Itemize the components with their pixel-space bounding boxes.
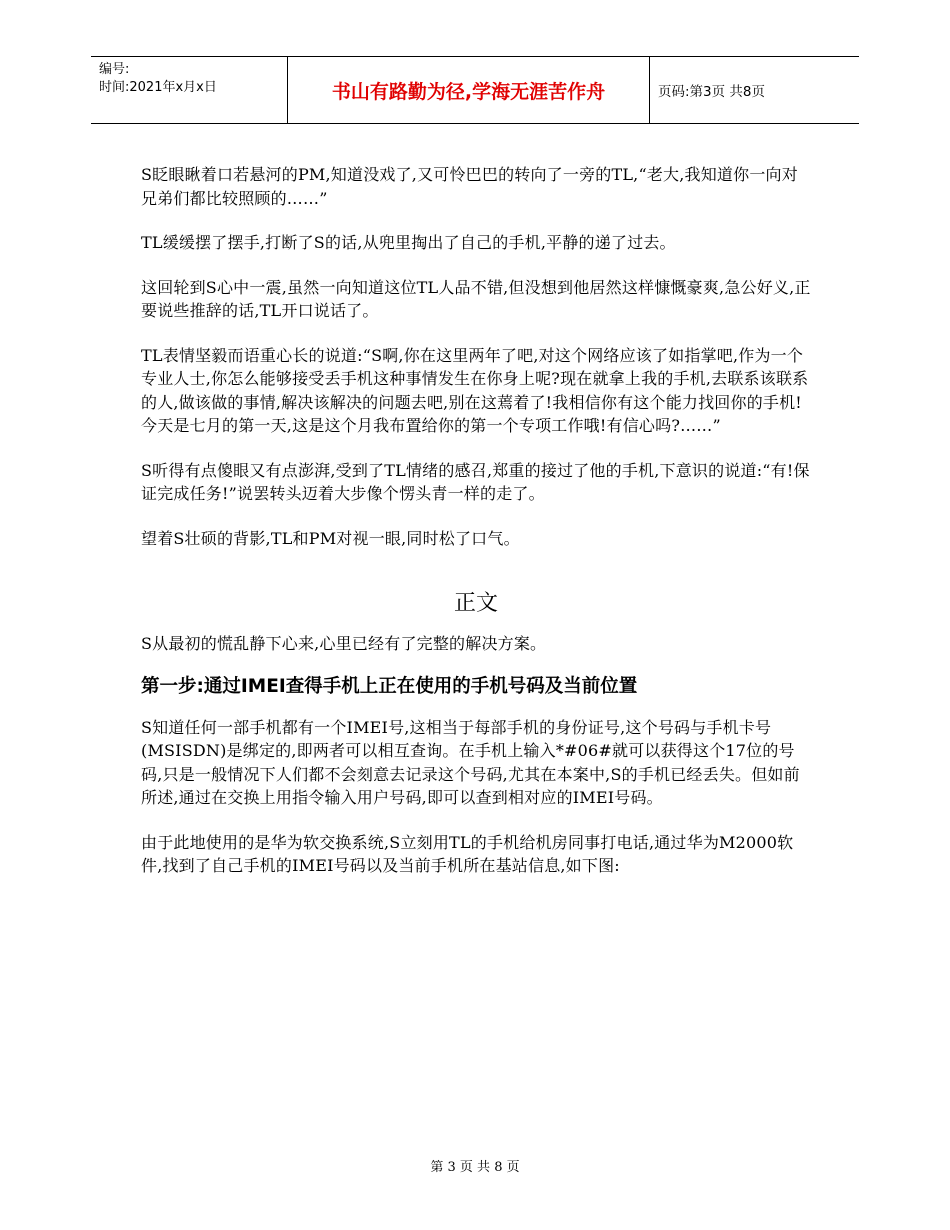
section-title: 正文 [453, 591, 498, 616]
step-one-paragraph: S知道任何一部手机都有一个IMEI号,这相当于每部手机的身份证号,这个号码与手机卡号(MSISDN)是绑定的,即两者可以相互查询。在手机上输入*#06#就可以获得这个17位的号码,只是一般情况下人们都不会刻意去记录这个号码,尤其在本案中,S的手机已经丢失。但如前所述,通过在交换上用指令输入用户号码,即可以查到相对应的IMEI号码。 [141, 717, 800, 807]
document-body [141, 163, 811, 899]
page-header [91, 56, 859, 124]
paragraph: 这回轮到S心中一震,虽然一向知道这位TL人品不错,但没想到他居然这样慷慨豪爽,急公好义,正要说些推辞的话,TL开口说话了。 [141, 277, 811, 320]
document-time-label: 时间:2021年x月x日 [99, 80, 217, 95]
header-meta [91, 57, 287, 123]
header-motto: 书山有路勤为径,学海无涯苦作舟 [287, 57, 650, 123]
paragraph: S眨眼瞅着口若悬河的PM,知道没戏了,又可怜巴巴的转向了一旁的TL,“老大,我知道你一向对兄弟们都比较照顾的……” [141, 165, 798, 208]
paragraph: TL缓缓摆了摆手,打断了S的话,从兜里掏出了自己的手机,平静的递了过去。 [141, 233, 676, 252]
paragraph: TL表情坚毅而语重心长的说道:“S啊,你在这里两年了吧,对这个网络应该了如指掌吧,作为一个专业人士,你怎么能够接受丢手机这种事情发生在你身上呢?现在就拿上我的手机,去联系该联系的人,做该做的事情,解决该解决的问题去吧,别在这蔫着了!我相信你有这个能力找回你的手机!今天是七月的第一天,这是这个月我布置给你的第一个专项工作哦!有信心吗?……” [141, 345, 809, 435]
header-page-number: 页码:第3页 共8页 [658, 84, 766, 100]
page-footer: 第 3 页 共 8 页 [430, 1160, 520, 1175]
paragraph: 望着S壮硕的背影,TL和PM对视一眼,同时松了口气。 [141, 528, 520, 548]
document-number-label: 编号: [99, 62, 130, 77]
paragraph: S听得有点傻眼又有点澎湃,受到了TL情绪的感召,郑重的接过了他的手机,下意识的说道:“有!保证完成任务!”说罢转头迈着大步像个愣头青一样的走了。 [141, 460, 810, 503]
intro-paragraph: S从最初的慌乱静下心来,心里已经有了完整的解决方案。 [141, 634, 547, 653]
step-one-heading: 第一步:通过IMEI查得手机上正在使用的手机号码及当前位置 [141, 675, 638, 697]
step-one-paragraph: 由于此地使用的是华为软交换系统,S立刻用TL的手机给机房同事打电话,通过华为M2000软件,找到了自己手机的IMEI号码以及当前手机所在基站信息,如下图: [141, 832, 794, 875]
